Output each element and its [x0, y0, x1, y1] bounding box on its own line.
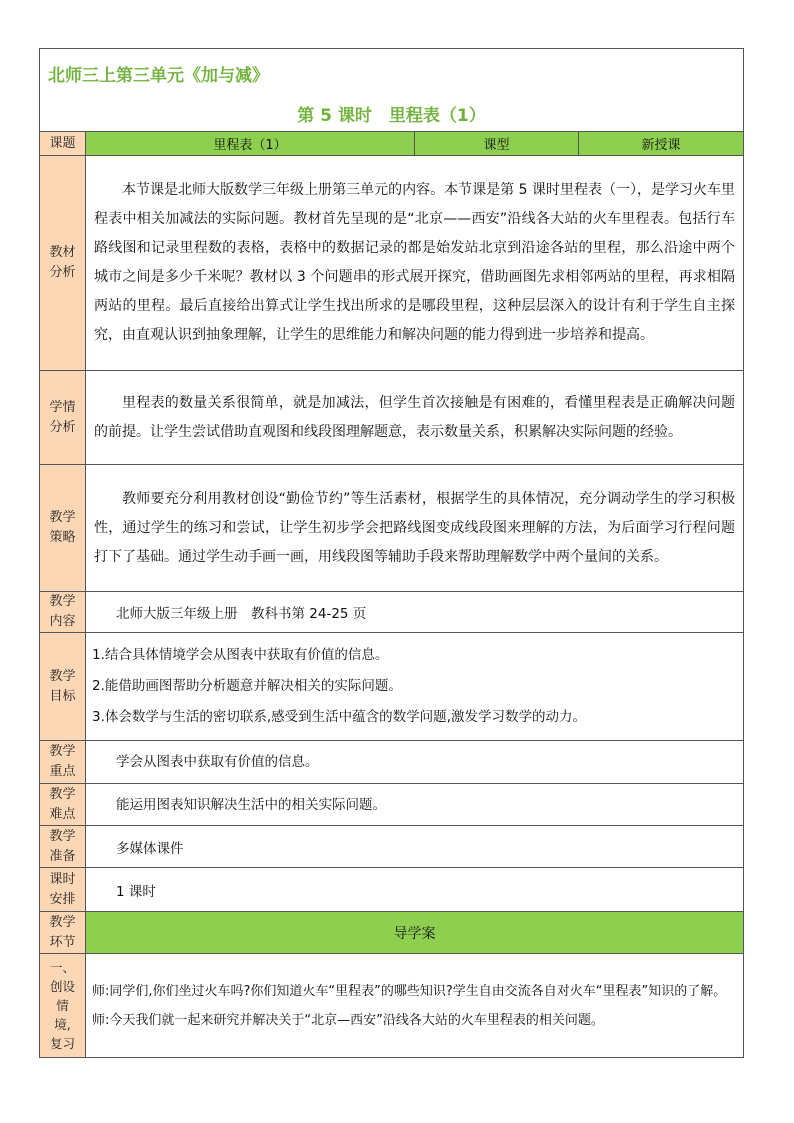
- key-label: 教学 重点: [40, 741, 86, 784]
- header-cell: [40, 49, 744, 132]
- textbook-text: 本节课是北师大版数学三年级上册第三单元的内容。本节课是第 5 课时里程表（一），是学习火车里程表中相关加减法的实际问题。教材首先呈现的是“北京——西安”沿线各大站的火车里程表。包括行车路线图和记录里程数的表格，表格中的数据记录的都是始发站北京到沿途各站的里程，那么沿途中两个城市之间是多少千米呢？教材以 3 个问题串的形式展开探究，借助画图先求相邻两站的里程，再求相隔两站的里程。最后直接给出算式让学生找出所求的是哪段里程，这种层层深入的设计有利于学生自主探究，由直观认识到抽象理解，让学生的思维能力和解决问题的能力得到进一步培养和提高。: [86, 156, 744, 371]
- students-row: [40, 371, 744, 465]
- goals-label: 教学 目标: [40, 633, 86, 741]
- stage-text: 导学案: [86, 912, 744, 954]
- type-label: 课型: [415, 132, 579, 156]
- students-label: 学情 分析: [40, 371, 86, 465]
- time-text: 1 课时: [86, 868, 744, 912]
- goal-item: 1.结合具体情境学会从图表中获取有价值的信息。: [92, 647, 389, 663]
- content-label: 教学 内容: [40, 592, 86, 633]
- lesson-plan-sheet: [39, 48, 743, 1058]
- content-row: [40, 592, 744, 633]
- time-row: [40, 868, 744, 912]
- key-row: [40, 741, 744, 784]
- lesson-plan-table: [39, 48, 744, 1058]
- textbook-row: [40, 156, 744, 371]
- intro-line: 师:同学们,你们坐过火车吗?你们知道火车“里程表”的哪些知识?学生自由交流各自对火车“里程表”知识的了解。: [92, 983, 727, 999]
- textbook-label: 教材 分析: [40, 156, 86, 371]
- difficult-text: 能运用图表知识解决生活中的相关实际问题。: [86, 784, 744, 826]
- goal-item: 2.能借助画图帮助分析题意并解决相关的实际问题。: [92, 678, 402, 694]
- goals-row: [40, 633, 744, 741]
- prep-row: [40, 826, 744, 868]
- prep-label: 教学 准备: [40, 826, 86, 868]
- stage-label: 教学 环节: [40, 912, 86, 954]
- goal-item: 3.体会数学与生活的密切联系,感受到生活中蕴含的数学问题,激发学习数学的动力。: [92, 709, 586, 725]
- intro-row: [40, 954, 744, 1058]
- students-text: 里程表的数量关系很简单，就是加减法，但学生首次接触是有困难的，看懂里程表是正确解决问题的前提。让学生尝试借助直观图和线段图理解题意，表示数量关系，积累解决实际问题的经验。: [86, 371, 744, 465]
- topic-row: [40, 132, 744, 156]
- difficult-row: [40, 784, 744, 826]
- intro-label: 一、 创设 情 境, 复习: [40, 954, 86, 1058]
- topic-label: 课题: [40, 132, 86, 156]
- intro-line: 师:今天我们就一起来研究并解决关于“北京—西安”沿线各大站的火车里程表的相关问题。: [92, 1012, 604, 1028]
- key-text: 学会从图表中获取有价值的信息。: [86, 741, 744, 784]
- content-text: 北师大版三年级上册 教科书第 24-25 页: [86, 592, 744, 633]
- strategy-text: 教师要充分利用教材创设“勤俭节约”等生活素材，根据学生的具体情况，充分调动学生的学习积极性，通过学生的练习和尝试，让学生初步学会把路线图变成线段图来理解的方法，为后面学习行程问题打下了基础。通过学生动手画一画，用线段图等辅助手段来帮助理解数学中两个量间的关系。: [86, 465, 744, 592]
- lesson-title: 第 5 课时 里程表（1）: [297, 106, 486, 126]
- strategy-label: 教学 策略: [40, 465, 86, 592]
- difficult-label: 教学 难点: [40, 784, 86, 826]
- type-value: 新授课: [579, 132, 744, 156]
- strategy-row: [40, 465, 744, 592]
- intro-text: [86, 954, 744, 1058]
- topic-title: 里程表（1）: [86, 132, 415, 156]
- goals-list: [86, 633, 744, 741]
- stage-row: [40, 912, 744, 954]
- series-title: 北师三上第三单元《加与减》: [48, 66, 269, 86]
- prep-text: 多媒体课件: [86, 826, 744, 868]
- header-row: [40, 49, 744, 132]
- time-label: 课时 安排: [40, 868, 86, 912]
